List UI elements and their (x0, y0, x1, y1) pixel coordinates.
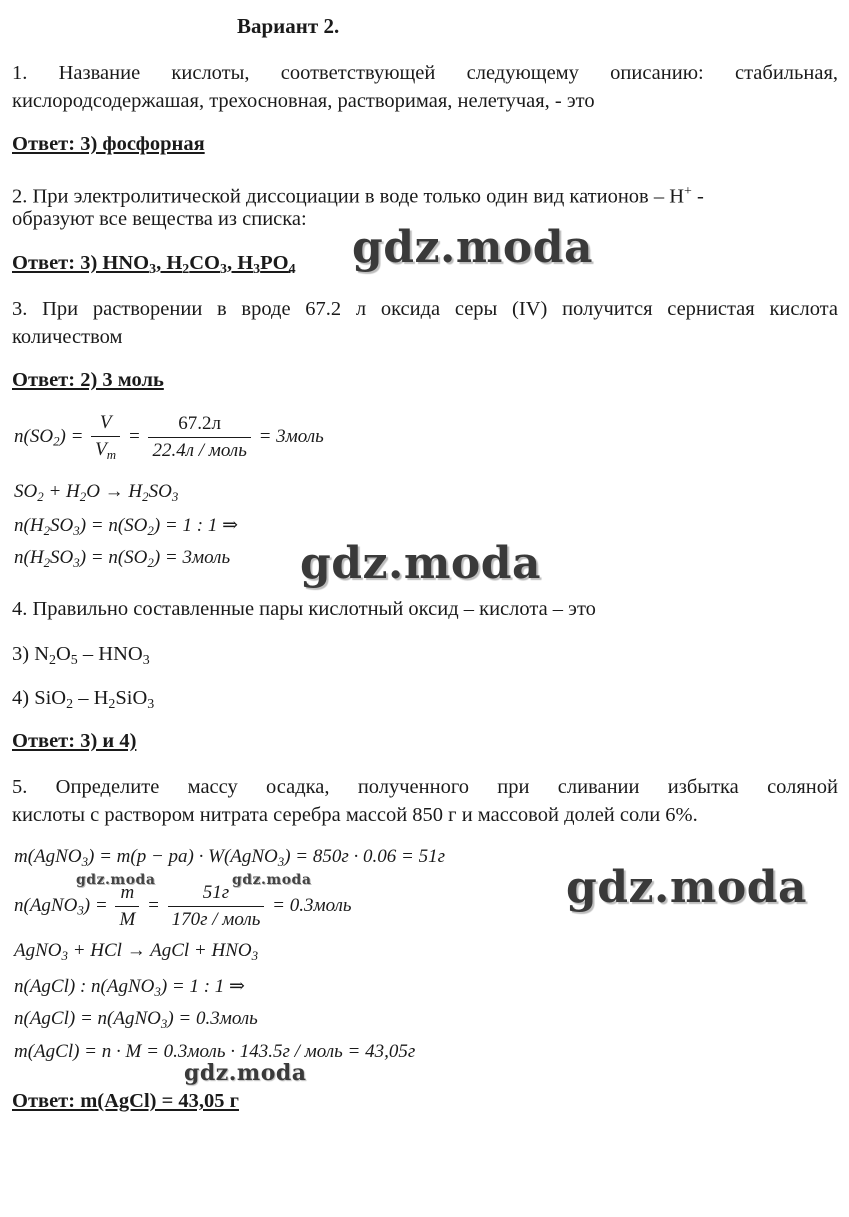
formula-5-6: m(AgCl) = n · M = 0.3моль · 143.5г / моль = 43,05г (14, 1041, 416, 1062)
question-1-answer: Ответ: 3) фосфорная (12, 133, 205, 155)
question-1-line-2: кислородсодержашая, трехосновная, растворимая, нелетучая, - это (12, 90, 595, 112)
question-2-answer: Ответ: 3) $HNO_3$, $H_2CO_3$, $H_3PO_4$ (12, 252, 296, 278)
question-1-line-1: 1. Название кислоты, соответствующей следующему описанию: стабильная, (12, 62, 838, 84)
watermark-logo-small: gdz.moda (76, 872, 156, 888)
watermark-logo: gdz.moda (300, 538, 542, 589)
formula-5-3: AgNO$_3$ + HCl → AgCl + $HNO_3$ (14, 940, 259, 963)
page-title: Вариант 2. (237, 14, 340, 38)
question-5-line-2: кислоты с раствором нитрата серебра массой 850 г и массовой долей соли 6%. (12, 804, 698, 826)
formula-5-2: n(AgNO$_3$) = $\frac{m}{M}$ = $\frac{51г}{\text{170г / моль}}$ = 0.3моль (14, 882, 352, 930)
watermark-logo: gdz.moda (566, 862, 808, 913)
question-3-line-2: количеством (12, 326, 123, 348)
formula-3-1: $n(SO_2)$ = $\frac{V}{V_m}$ = $\frac{67.2л}{\text{22.4л / моль}}$ = 3моль (14, 412, 324, 462)
formula-5-5: n(AgCl) = n(AgNO$_3$) = 0.3моль (14, 1008, 258, 1031)
question-5-line-1: 5. Определите массу осадка, полученного при сливании избытка соляной (12, 776, 838, 798)
watermark-logo-small: gdz.moda (232, 872, 312, 888)
formula-3-4: $n(H_2SO_3) = n(SO_2)$ = 3моль (14, 547, 231, 570)
formula-3-3: $n(H_2SO_3) = n(SO_2) = 1$ : 1 ⇒ (14, 515, 239, 538)
question-5-answer: Ответ: m(AgCl) = 43,05 г (12, 1090, 239, 1112)
formula-5-1: m(AgNO$_3$) = m(p − pa) · W(AgNO$_3$) = 850г · 0.06 = 51г (14, 846, 446, 869)
formula-5-4: n(AgCl) : n(AgNO$_3$) = 1 : 1 ⇒ (14, 976, 245, 999)
formula-3-2: $SO_2 + H_2O \to H_2SO_3$ (14, 481, 179, 504)
question-2-line-1: 2. При электролитической диссоциации в воде только один вид катионов – H+ - (12, 184, 704, 208)
question-3-line-1: 3. При растворении в вроде 67.2 л оксида серы (IV) получится сернистая кислота (12, 298, 838, 320)
question-4-line-1: 4. Правильно составленные пары кислотный оксид – кислота – это (12, 598, 596, 620)
question-3-answer: Ответ: 2) 3 моль (12, 369, 164, 391)
question-4-answer: Ответ: 3) и 4) (12, 730, 137, 752)
watermark-logo: gdz.moda (184, 1060, 307, 1086)
question-4-option-3: 3) $N_2O_5 - HNO_3$ (12, 643, 150, 669)
watermark-logo: gdz.moda (352, 222, 594, 273)
question-4-option-4: 4) $SiO_2 - H_2SiO_3$ (12, 687, 155, 713)
question-2-line-2: образуют все вещества из списка: (12, 208, 307, 230)
